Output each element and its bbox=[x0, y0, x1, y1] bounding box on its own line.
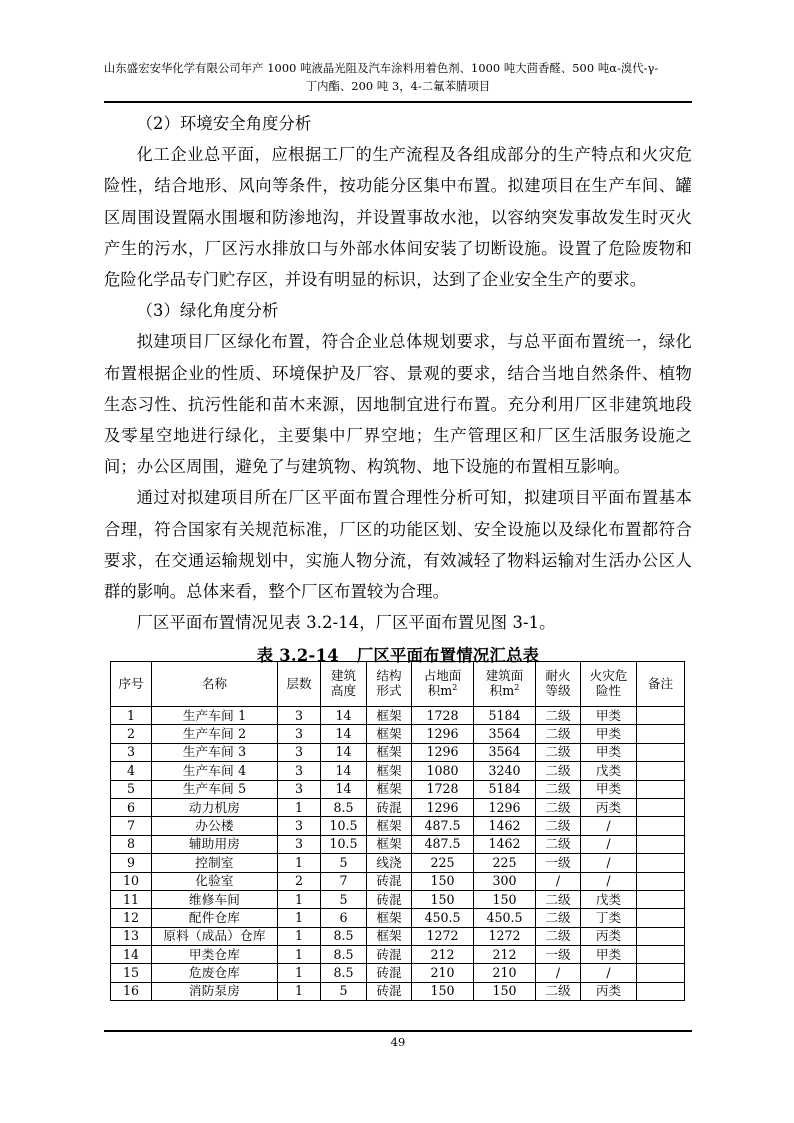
cell-note bbox=[637, 707, 685, 725]
cell-fire_rating: 一级 bbox=[536, 854, 581, 872]
cell-height: 8.5 bbox=[321, 964, 367, 982]
cell-fire_risk: / bbox=[581, 817, 637, 835]
column-header-height bbox=[321, 662, 367, 707]
cell-fire_rating: / bbox=[536, 872, 581, 890]
cell-name: 辅助用房 bbox=[152, 835, 278, 853]
cell-build_area: 3564 bbox=[474, 743, 536, 761]
header-divider-rule bbox=[104, 101, 692, 103]
cell-land_area: 150 bbox=[412, 872, 474, 890]
column-header-seq bbox=[111, 662, 152, 707]
cell-fire_rating: 二级 bbox=[536, 743, 581, 761]
cell-height: 8.5 bbox=[321, 946, 367, 964]
cell-land_area: 1728 bbox=[412, 780, 474, 798]
cell-height: 7 bbox=[321, 872, 367, 890]
cell-note bbox=[637, 725, 685, 743]
cell-note bbox=[637, 872, 685, 890]
cell-height: 14 bbox=[321, 780, 367, 798]
cell-fire_risk: / bbox=[581, 835, 637, 853]
cell-seq: 4 bbox=[111, 762, 152, 780]
cell-build_area: 1272 bbox=[474, 927, 536, 945]
cell-fire_risk: 甲类 bbox=[581, 743, 637, 761]
cell-seq: 5 bbox=[111, 780, 152, 798]
cell-note bbox=[637, 909, 685, 927]
cell-build_area: 1462 bbox=[474, 835, 536, 853]
column-header-floors-line1: 层数 bbox=[286, 675, 312, 691]
cell-fire_risk: 丙类 bbox=[581, 798, 637, 816]
cell-land_area: 1296 bbox=[412, 798, 474, 816]
cell-floors: 3 bbox=[278, 725, 321, 743]
cell-name: 生产车间 1 bbox=[152, 707, 278, 725]
running-header-line-2: 丁内酯、200 吨 3，4-二氟苯腈项目 bbox=[305, 80, 491, 93]
cell-note bbox=[637, 927, 685, 945]
cell-note bbox=[637, 835, 685, 853]
cell-name: 消防泵房 bbox=[152, 982, 278, 1000]
cell-note bbox=[637, 946, 685, 964]
cell-name: 生产车间 5 bbox=[152, 780, 278, 798]
table-row bbox=[111, 964, 685, 982]
column-header-structure bbox=[367, 662, 412, 707]
cell-fire_rating: 二级 bbox=[536, 817, 581, 835]
cell-structure: 框架 bbox=[367, 743, 412, 761]
table-row bbox=[111, 798, 685, 816]
column-header-name bbox=[152, 662, 278, 707]
column-header-land-area-line1: 占地面 bbox=[423, 668, 462, 684]
cell-floors: 3 bbox=[278, 762, 321, 780]
cell-structure: 砖混 bbox=[367, 946, 412, 964]
cell-build_area: 5184 bbox=[474, 707, 536, 725]
cell-fire_risk: 丁类 bbox=[581, 909, 637, 927]
cell-floors: 1 bbox=[278, 927, 321, 945]
cell-fire_risk: / bbox=[581, 854, 637, 872]
cell-build_area: 212 bbox=[474, 946, 536, 964]
cell-land_area: 1296 bbox=[412, 725, 474, 743]
table-row bbox=[111, 725, 685, 743]
cell-fire_rating: 一级 bbox=[536, 946, 581, 964]
page-number: 49 bbox=[390, 1035, 406, 1049]
section-heading-env-safety: （2）环境安全角度分析 bbox=[136, 114, 312, 133]
table-row bbox=[111, 890, 685, 908]
cell-build_area: 5184 bbox=[474, 780, 536, 798]
cell-name: 甲类仓库 bbox=[152, 946, 278, 964]
column-header-structure-line1: 结构 bbox=[376, 668, 402, 684]
cell-note bbox=[637, 982, 685, 1000]
column-header-land-area-line2: 积$m^2$ bbox=[427, 682, 458, 698]
cell-structure: 框架 bbox=[367, 835, 412, 853]
cell-seq: 1 bbox=[111, 707, 152, 725]
cell-land_area: 150 bbox=[412, 982, 474, 1000]
cell-note bbox=[637, 762, 685, 780]
column-header-fire-risk bbox=[581, 662, 637, 707]
table-row bbox=[111, 872, 685, 890]
cell-build_area: 300 bbox=[474, 872, 536, 890]
cell-floors: 3 bbox=[278, 707, 321, 725]
column-header-build-area bbox=[474, 662, 536, 707]
column-header-fire-rating bbox=[536, 662, 581, 707]
column-header-name-line1: 名称 bbox=[201, 675, 228, 691]
running-header bbox=[104, 60, 692, 96]
cell-floors: 2 bbox=[278, 872, 321, 890]
cell-structure: 砖混 bbox=[367, 798, 412, 816]
cell-seq: 11 bbox=[111, 890, 152, 908]
table-header-row bbox=[111, 662, 685, 707]
cell-floors: 1 bbox=[278, 909, 321, 927]
cell-seq: 7 bbox=[111, 817, 152, 835]
paragraph-greening: 拟建项目厂区绿化布置，符合企业总体规划要求，与总平面布置统一，绿化布置根据企业的性质、环境保护及厂容、景观的要求，结合当地自然条件、植物生态习性、抗污性能和苗木来源，因地制宜进行布置。充分利用厂区非建筑地段及零星空地进行绿化，主要集中厂界空地；生产管理区和厂区生活服务设施之间；办公区周围，避免了与建筑物、构筑物、地下设施的布置相互影响。 bbox=[104, 332, 692, 477]
cell-height: 8.5 bbox=[321, 927, 367, 945]
cell-floors: 3 bbox=[278, 835, 321, 853]
table-row bbox=[111, 946, 685, 964]
cell-fire_rating: / bbox=[536, 964, 581, 982]
table-row bbox=[111, 707, 685, 725]
table-row bbox=[111, 854, 685, 872]
running-header-line-1: 山东盛宏安华化学有限公司年产 1000 吨液晶光阻及汽车涂料用着色剂、1000 吨大茴香醛、500 吨α-溴代-γ- bbox=[104, 62, 659, 75]
cell-structure: 砖混 bbox=[367, 982, 412, 1000]
cell-note bbox=[637, 743, 685, 761]
table-row bbox=[111, 909, 685, 927]
cell-seq: 16 bbox=[111, 982, 152, 1000]
cell-seq: 6 bbox=[111, 798, 152, 816]
cell-fire_risk: 甲类 bbox=[581, 725, 637, 743]
cell-build_area: 150 bbox=[474, 982, 536, 1000]
table-row bbox=[111, 817, 685, 835]
cell-floors: 1 bbox=[278, 890, 321, 908]
cell-name: 生产车间 3 bbox=[152, 743, 278, 761]
cell-seq: 2 bbox=[111, 725, 152, 743]
cell-structure: 线浇 bbox=[367, 854, 412, 872]
column-header-land-area bbox=[412, 662, 474, 707]
table-row bbox=[111, 835, 685, 853]
cell-height: 14 bbox=[321, 707, 367, 725]
table-caption-title: 厂区平面布置情况汇总表 bbox=[356, 646, 540, 666]
section-heading-greening: （3）绿化角度分析 bbox=[136, 301, 279, 321]
column-header-fire-rating-line2: 等级 bbox=[545, 683, 571, 698]
cell-land_area: 487.5 bbox=[412, 817, 474, 835]
cell-structure: 砖混 bbox=[367, 872, 412, 890]
column-header-note bbox=[637, 662, 685, 707]
cell-fire_risk: 甲类 bbox=[581, 707, 637, 725]
column-header-height-line2: 高度 bbox=[330, 683, 357, 698]
cell-seq: 13 bbox=[111, 927, 152, 945]
cell-land_area: 1080 bbox=[412, 762, 474, 780]
table-row bbox=[111, 982, 685, 1000]
column-header-build-area-line2: 积$m^2$ bbox=[489, 682, 520, 698]
footer-divider-rule bbox=[104, 1030, 692, 1032]
table-caption-number: 表 3.2-14 bbox=[256, 646, 339, 666]
cell-fire_rating: 二级 bbox=[536, 927, 581, 945]
cell-floors: 1 bbox=[278, 946, 321, 964]
cell-fire_rating: 二级 bbox=[536, 909, 581, 927]
cell-seq: 12 bbox=[111, 909, 152, 927]
cell-structure: 砖混 bbox=[367, 964, 412, 982]
cell-structure: 框架 bbox=[367, 762, 412, 780]
cell-height: 8.5 bbox=[321, 798, 367, 816]
cell-land_area: 1728 bbox=[412, 707, 474, 725]
cell-floors: 1 bbox=[278, 964, 321, 982]
table-row bbox=[111, 762, 685, 780]
cell-height: 14 bbox=[321, 725, 367, 743]
cell-height: 14 bbox=[321, 743, 367, 761]
cell-land_area: 487.5 bbox=[412, 835, 474, 853]
document-body bbox=[104, 108, 692, 672]
cell-floors: 1 bbox=[278, 982, 321, 1000]
cell-land_area: 150 bbox=[412, 890, 474, 908]
cell-build_area: 1296 bbox=[474, 798, 536, 816]
cell-fire_rating: 二级 bbox=[536, 762, 581, 780]
cell-structure: 框架 bbox=[367, 780, 412, 798]
cell-name: 配件仓库 bbox=[152, 909, 278, 927]
cell-name: 维修车间 bbox=[152, 890, 278, 908]
cell-land_area: 1272 bbox=[412, 927, 474, 945]
cell-fire_risk: 戊类 bbox=[581, 762, 637, 780]
cell-structure: 框架 bbox=[367, 817, 412, 835]
cell-seq: 10 bbox=[111, 872, 152, 890]
cell-structure: 框架 bbox=[367, 927, 412, 945]
cell-note bbox=[637, 964, 685, 982]
cell-fire_rating: 二级 bbox=[536, 890, 581, 908]
column-header-structure-line2: 形式 bbox=[376, 683, 402, 698]
table-row bbox=[111, 780, 685, 798]
cell-note bbox=[637, 890, 685, 908]
cell-height: 14 bbox=[321, 762, 367, 780]
table-row bbox=[111, 743, 685, 761]
cell-floors: 1 bbox=[278, 854, 321, 872]
cell-fire_risk: / bbox=[581, 872, 637, 890]
column-header-height-line1: 建筑 bbox=[330, 668, 357, 684]
column-header-fire-risk-line1: 火灾危 bbox=[589, 668, 628, 684]
cell-name: 化验室 bbox=[152, 872, 278, 890]
plant-layout-summary-table bbox=[110, 661, 685, 1001]
cell-name: 生产车间 4 bbox=[152, 762, 278, 780]
cell-height: 10.5 bbox=[321, 835, 367, 853]
cell-fire_risk: 丙类 bbox=[581, 982, 637, 1000]
cell-build_area: 1462 bbox=[474, 817, 536, 835]
cell-name: 原料（成品）仓库 bbox=[152, 927, 278, 945]
cell-height: 5 bbox=[321, 982, 367, 1000]
cell-build_area: 150 bbox=[474, 890, 536, 908]
cell-note bbox=[637, 780, 685, 798]
cell-seq: 3 bbox=[111, 743, 152, 761]
cell-fire_rating: 二级 bbox=[536, 982, 581, 1000]
cell-land_area: 1296 bbox=[412, 743, 474, 761]
table-row bbox=[111, 927, 685, 945]
cell-floors: 3 bbox=[278, 817, 321, 835]
paragraph-conclusion: 通过对拟建项目所在厂区平面布置合理性分析可知，拟建项目平面布置基本合理，符合国家有关规范标准，厂区的功能区划、安全设施以及绿化布置都符合要求，在交通运输规划中，实施人物分流，有效减轻了物料运输对生活办公区人群的影响。总体来看，整个厂区布置较为合理。 bbox=[104, 488, 692, 602]
cell-fire_risk: 丙类 bbox=[581, 927, 637, 945]
column-header-seq-line1: 序号 bbox=[118, 675, 144, 691]
cell-fire_rating: 二级 bbox=[536, 780, 581, 798]
cell-name: 生产车间 2 bbox=[152, 725, 278, 743]
cell-fire_rating: 二级 bbox=[536, 798, 581, 816]
cell-land_area: 225 bbox=[412, 854, 474, 872]
cell-fire_rating: 二级 bbox=[536, 725, 581, 743]
cell-seq: 14 bbox=[111, 946, 152, 964]
cell-note bbox=[637, 798, 685, 816]
cell-land_area: 212 bbox=[412, 946, 474, 964]
cell-structure: 框架 bbox=[367, 725, 412, 743]
cell-fire_risk: 戊类 bbox=[581, 890, 637, 908]
cell-seq: 8 bbox=[111, 835, 152, 853]
cell-fire_risk: / bbox=[581, 964, 637, 982]
cell-name: 办公楼 bbox=[152, 817, 278, 835]
cell-height: 10.5 bbox=[321, 817, 367, 835]
cell-floors: 3 bbox=[278, 743, 321, 761]
cell-structure: 框架 bbox=[367, 909, 412, 927]
cell-floors: 3 bbox=[278, 780, 321, 798]
cell-name: 控制室 bbox=[152, 854, 278, 872]
cell-structure: 框架 bbox=[367, 707, 412, 725]
column-header-fire-rating-line1: 耐火 bbox=[545, 668, 571, 684]
column-header-fire-risk-line2: 险性 bbox=[595, 683, 622, 698]
cell-height: 5 bbox=[321, 854, 367, 872]
cell-seq: 9 bbox=[111, 854, 152, 872]
cell-height: 5 bbox=[321, 890, 367, 908]
cell-floors: 1 bbox=[278, 798, 321, 816]
cell-fire_rating: 二级 bbox=[536, 835, 581, 853]
column-header-build-area-line1: 建筑面 bbox=[485, 668, 524, 684]
cell-name: 动力机房 bbox=[152, 798, 278, 816]
table-body bbox=[111, 707, 685, 1001]
cell-land_area: 450.5 bbox=[412, 909, 474, 927]
cell-build_area: 3240 bbox=[474, 762, 536, 780]
cell-fire_risk: 甲类 bbox=[581, 946, 637, 964]
cell-note bbox=[637, 854, 685, 872]
cell-build_area: 450.5 bbox=[474, 909, 536, 927]
cell-note bbox=[637, 817, 685, 835]
cell-build_area: 225 bbox=[474, 854, 536, 872]
cell-height: 6 bbox=[321, 909, 367, 927]
cell-build_area: 3564 bbox=[474, 725, 536, 743]
cell-fire_risk: 甲类 bbox=[581, 780, 637, 798]
cell-fire_rating: 二级 bbox=[536, 707, 581, 725]
paragraph-env-safety: 化工企业总平面，应根据工厂的生产流程及各组成部分的生产特点和火灾危险性，结合地形、风向等条件，按功能分区集中布置。拟建项目在生产车间、罐区周围设置隔水围堰和防渗地沟，并设置事故水池，以容纳突发事故发生时灭火产生的污水，厂区污水排放口与外部水体间安装了切断设施。设置了危险废物和危险化学品专门贮存区，并设有明显的标识，达到了企业安全生产的要求。 bbox=[104, 145, 692, 290]
cell-structure: 砖混 bbox=[367, 890, 412, 908]
column-header-floors bbox=[278, 662, 321, 707]
cell-name: 危废仓库 bbox=[152, 964, 278, 982]
paragraph-table-reference: 厂区平面布置情况见表 3.2-14，厂区平面布置见图 3-1。 bbox=[136, 613, 556, 633]
cell-build_area: 210 bbox=[474, 964, 536, 982]
column-header-note-line1: 备注 bbox=[647, 675, 674, 691]
cell-land_area: 210 bbox=[412, 964, 474, 982]
cell-seq: 15 bbox=[111, 964, 152, 982]
